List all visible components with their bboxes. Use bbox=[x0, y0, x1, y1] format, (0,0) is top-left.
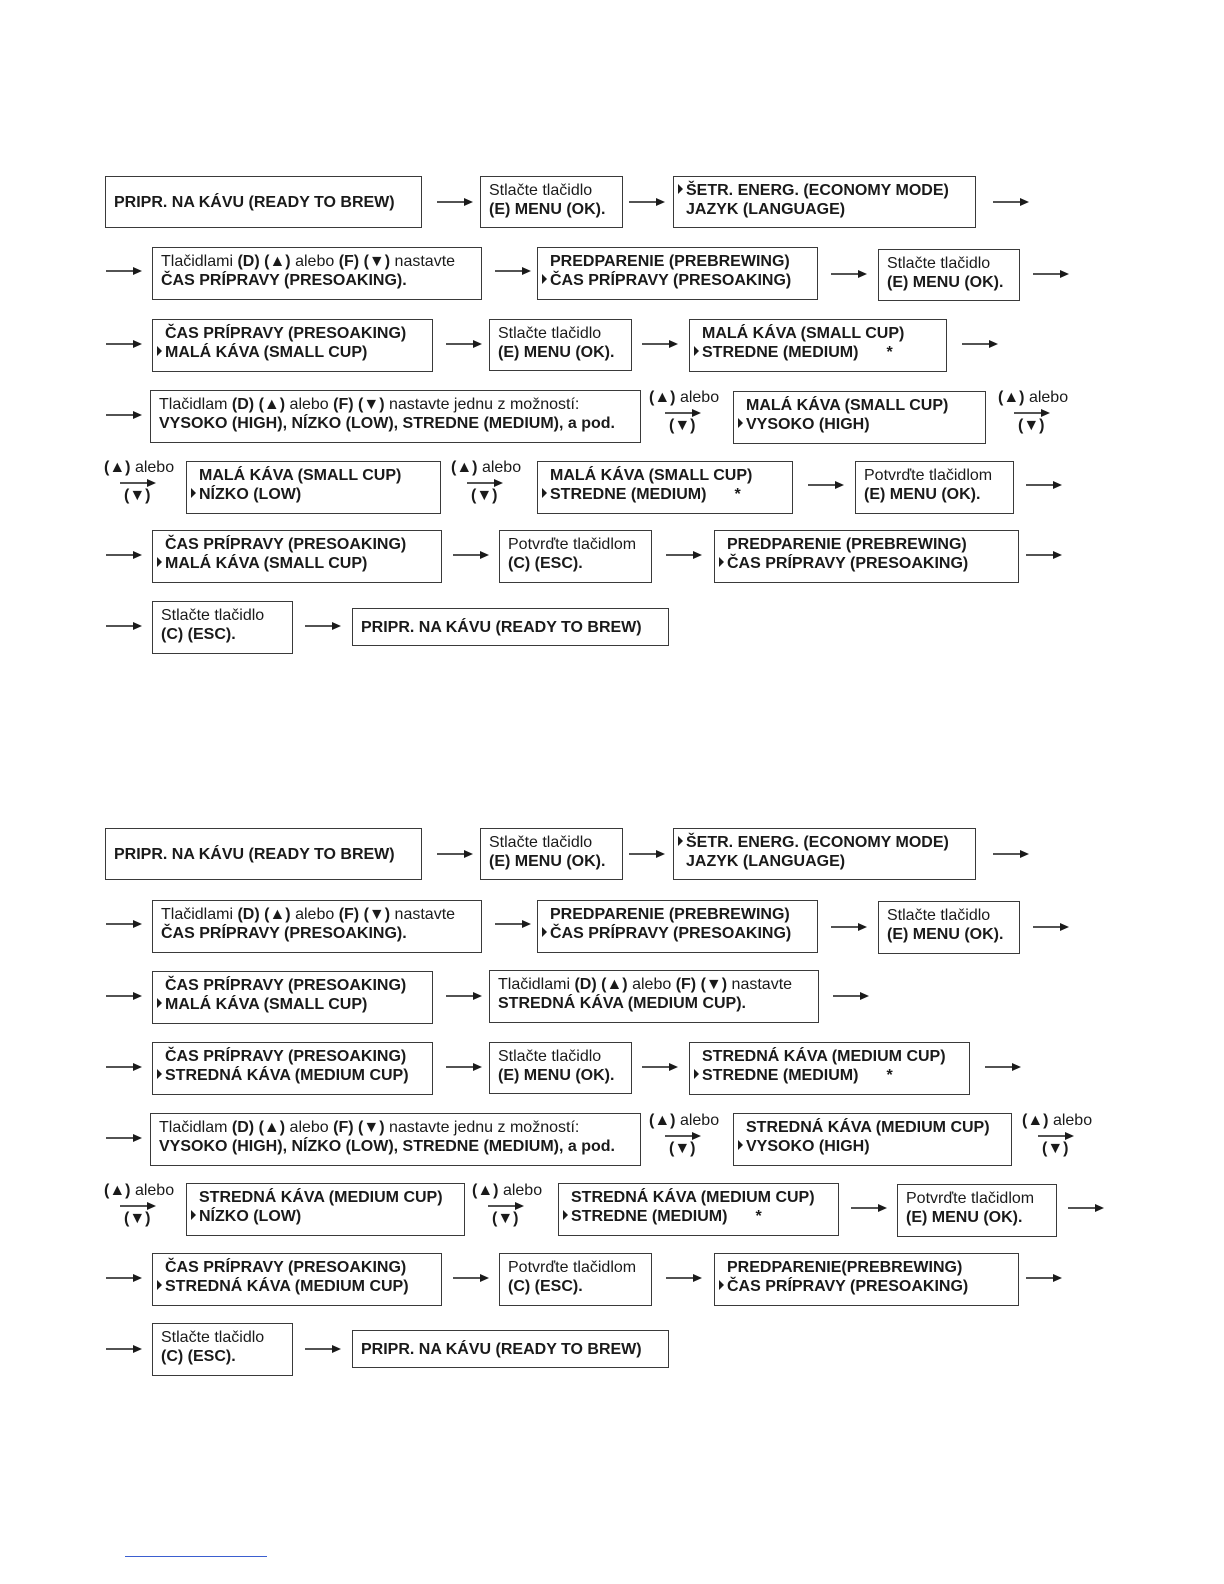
arrow-icon bbox=[831, 921, 867, 933]
arrow-icon bbox=[446, 338, 482, 350]
pointer-icon bbox=[157, 998, 162, 1008]
presoaking-label: ČAS PRÍPRAVY (PRESOAKING). bbox=[161, 272, 407, 289]
language-label: JAZYK (LANGUAGE) bbox=[686, 201, 846, 218]
flow2-confirm-menu-box: Potvrďte tlačidlom (E) MENU (OK). bbox=[897, 1184, 1057, 1237]
flow2-set-mediumcup-box: Tlačidlami (D) (▲) alebo (F) (▼) nastavte STREDNÁ KÁVA (MEDIUM CUP). bbox=[489, 970, 819, 1023]
arrow-icon bbox=[629, 196, 665, 208]
flow2-press-esc-box: Stlačte tlačidlo (C) (ESC). bbox=[152, 1323, 293, 1376]
arrow-icon bbox=[993, 848, 1029, 860]
arrow-icon bbox=[305, 1343, 341, 1355]
arrow-icon bbox=[106, 409, 142, 421]
flow1-press-menu-box-2: Stlačte tlačidlo (E) MENU (OK). bbox=[878, 249, 1020, 301]
arrow-icon bbox=[305, 620, 341, 632]
flow2-set-options-box: Tlačidlam (D) (▲) alebo (F) (▼) nastavte jednu z možností: VYSOKO (HIGH), NÍZKO (LOW), STREDNE (MEDIUM), a pod. bbox=[150, 1113, 641, 1166]
flow2-mediumcup-medium-box-2: STREDNÁ KÁVA (MEDIUM CUP) STREDNE (MEDIUM) * bbox=[558, 1183, 839, 1236]
arrow-icon bbox=[851, 1202, 887, 1214]
flow2-press-menu-box: Stlačte tlačidlo (E) MENU (OK). bbox=[480, 828, 623, 880]
flow2-mediumcup-high-box: STREDNÁ KÁVA (MEDIUM CUP) VYSOKO (HIGH) bbox=[733, 1113, 1012, 1166]
flow2-mediumcup-low-box: STREDNÁ KÁVA (MEDIUM CUP) NÍZKO (LOW) bbox=[186, 1183, 465, 1236]
arrow-icon bbox=[642, 338, 678, 350]
flow1-confirm-esc-box: Potvrďte tlačidlom (C) (ESC). bbox=[499, 530, 652, 583]
arrow-icon bbox=[106, 1343, 142, 1355]
flow1-presoaking-smallcup-box-2: ČAS PRÍPRAVY (PRESOAKING) MALÁ KÁVA (SMALL CUP) bbox=[152, 530, 442, 583]
arrow-icon bbox=[446, 1061, 482, 1073]
up-down-nav: (▲) alebo (▼) bbox=[998, 389, 1069, 434]
arrow-icon bbox=[106, 338, 142, 350]
prebrewing-label: PREDPARENIE (PREBREWING) bbox=[550, 253, 790, 270]
flow2-presoaking-mediumcup-box-2: ČAS PRÍPRAVY (PRESOAKING) STREDNÁ KÁVA (MEDIUM CUP) bbox=[152, 1253, 442, 1306]
pointer-icon bbox=[542, 927, 547, 937]
arrow-icon bbox=[453, 549, 489, 561]
flow1-presoaking-smallcup-box: ČAS PRÍPRAVY (PRESOAKING) MALÁ KÁVA (SMALL CUP) bbox=[152, 319, 433, 372]
arrow-icon bbox=[106, 549, 142, 561]
flow1-ready-box bbox=[105, 176, 422, 228]
menu-ok-label: (E) MENU (OK). bbox=[489, 201, 606, 218]
pointer-icon bbox=[719, 1280, 724, 1290]
pointer-icon bbox=[678, 184, 683, 194]
flow1-economy-box bbox=[673, 176, 976, 228]
arrow-icon bbox=[808, 479, 844, 491]
arrow-icon bbox=[446, 990, 482, 1002]
pointer-icon bbox=[542, 274, 547, 284]
arrow-icon bbox=[106, 990, 142, 1002]
flow1-prebrewing-box: PREDPARENIE (PREBREWING) ČAS PRÍPRAVY (PRESOAKING) bbox=[537, 247, 818, 300]
arrow-icon bbox=[106, 265, 142, 277]
arrow-icon bbox=[666, 549, 702, 561]
flow1-smallcup-low-box: MALÁ KÁVA (SMALL CUP) NÍZKO (LOW) bbox=[186, 461, 441, 514]
flow2-set-presoaking-box: Tlačidlami (D) (▲) alebo (F) (▼) nastavte ČAS PRÍPRAVY (PRESOAKING). bbox=[152, 900, 482, 953]
arrow-icon bbox=[1033, 921, 1069, 933]
flow1-confirm-menu-box: Potvrďte tlačidlom (E) MENU (OK). bbox=[855, 461, 1014, 514]
arrow-icon bbox=[1026, 479, 1062, 491]
flow2-ready-box: PRIPR. NA KÁVU (READY TO BREW) bbox=[105, 828, 422, 880]
up-down-nav: (▲) alebo (▼) bbox=[649, 1112, 720, 1157]
flow1-prebrewing-box-2: PREDPARENIE (PREBREWING) ČAS PRÍPRAVY (PRESOAKING) bbox=[714, 530, 1019, 583]
flow2-economy-box: ŠETR. ENERG. (ECONOMY MODE) JAZYK (LANGUAGE) bbox=[673, 828, 976, 880]
arrow-icon bbox=[106, 620, 142, 632]
pointer-icon bbox=[563, 1210, 568, 1220]
arrow-icon bbox=[993, 196, 1029, 208]
flow2-press-menu-box-2: Stlačte tlačidlo (E) MENU (OK). bbox=[878, 901, 1020, 954]
pointer-icon bbox=[738, 1140, 743, 1150]
arrow-icon bbox=[1068, 1202, 1104, 1214]
economy-label: ŠETR. ENERG. (ECONOMY MODE) bbox=[686, 182, 949, 199]
flow1-press-menu-box-3: Stlačte tlačidlo (E) MENU (OK). bbox=[489, 319, 632, 371]
flow1-smallcup-medium-box: MALÁ KÁVA (SMALL CUP) STREDNE (MEDIUM) * bbox=[689, 319, 947, 372]
arrow-icon bbox=[666, 1272, 702, 1284]
flow2-prebrewing-box-2: PREDPARENIE(PREBREWING) ČAS PRÍPRAVY (PRESOAKING) bbox=[714, 1253, 1019, 1306]
flow1-smallcup-medium-box-2: MALÁ KÁVA (SMALL CUP) STREDNE (MEDIUM) * bbox=[537, 461, 793, 514]
flow1-press-menu-box bbox=[480, 176, 623, 228]
ready-label: PRIPR. NA KÁVU (READY TO BREW) bbox=[114, 193, 395, 211]
up-down-nav: (▲) alebo (▼) bbox=[104, 459, 175, 504]
pointer-icon bbox=[542, 488, 547, 498]
pointer-icon bbox=[157, 1069, 162, 1079]
arrow-icon bbox=[642, 1061, 678, 1073]
flow1-set-presoaking-box: Tlačidlami (D) (▲) alebo (F) (▼) nastavte ČAS PRÍPRAVY (PRESOAKING). bbox=[152, 247, 482, 300]
pointer-icon bbox=[694, 346, 699, 356]
arrow-icon bbox=[106, 918, 142, 930]
footnote-separator bbox=[125, 1556, 267, 1557]
pointer-icon bbox=[738, 418, 743, 428]
arrow-icon bbox=[1026, 549, 1062, 561]
pointer-icon bbox=[191, 488, 196, 498]
pointer-icon bbox=[694, 1069, 699, 1079]
up-down-nav: (▲) alebo (▼) bbox=[451, 459, 522, 504]
arrow-icon bbox=[985, 1061, 1021, 1073]
flow2-presoaking-mediumcup-box: ČAS PRÍPRAVY (PRESOAKING) STREDNÁ KÁVA (MEDIUM CUP) bbox=[152, 1042, 433, 1095]
pointer-icon bbox=[678, 836, 683, 846]
arrow-icon bbox=[437, 196, 473, 208]
up-down-nav: (▲) alebo (▼) bbox=[649, 389, 720, 434]
arrow-icon bbox=[833, 990, 869, 1002]
flow1-press-esc-box: Stlačte tlačidlo (C) (ESC). bbox=[152, 601, 293, 654]
up-down-nav: (▲) alebo (▼) bbox=[472, 1182, 543, 1227]
up-down-nav: (▲) alebo (▼) bbox=[1022, 1112, 1093, 1157]
arrow-icon bbox=[831, 268, 867, 280]
flow2-ready-box-end: PRIPR. NA KÁVU (READY TO BREW) bbox=[352, 1330, 669, 1368]
flow1-smallcup-high-box: MALÁ KÁVA (SMALL CUP) VYSOKO (HIGH) bbox=[733, 391, 986, 444]
flow2-presoaking-smallcup-box: ČAS PRÍPRAVY (PRESOAKING) MALÁ KÁVA (SMALL CUP) bbox=[152, 971, 433, 1024]
arrow-icon bbox=[1033, 268, 1069, 280]
pointer-icon bbox=[191, 1210, 196, 1220]
up-down-nav: (▲) alebo (▼) bbox=[104, 1182, 175, 1227]
pointer-icon bbox=[157, 557, 162, 567]
arrow-icon bbox=[106, 1132, 142, 1144]
pointer-icon bbox=[157, 346, 162, 356]
arrow-icon bbox=[106, 1061, 142, 1073]
arrow-icon bbox=[629, 848, 665, 860]
arrow-icon bbox=[495, 918, 531, 930]
arrow-icon bbox=[106, 1272, 142, 1284]
arrow-icon bbox=[453, 1272, 489, 1284]
pointer-icon bbox=[157, 1280, 162, 1290]
pointer-icon bbox=[719, 557, 724, 567]
flow2-mediumcup-medium-box: STREDNÁ KÁVA (MEDIUM CUP) STREDNE (MEDIUM) * bbox=[689, 1042, 970, 1095]
arrow-icon bbox=[437, 848, 473, 860]
arrow-icon bbox=[962, 338, 998, 350]
flow2-prebrewing-box: PREDPARENIE (PREBREWING) ČAS PRÍPRAVY (PRESOAKING) bbox=[537, 900, 818, 953]
arrow-icon bbox=[1026, 1272, 1062, 1284]
flow2-press-menu-box-3: Stlačte tlačidlo (E) MENU (OK). bbox=[489, 1042, 632, 1094]
flow1-set-options-box: Tlačidlam (D) (▲) alebo (F) (▼) nastavte jednu z možností: VYSOKO (HIGH), NÍZKO (LOW), STREDNE (MEDIUM), a pod. bbox=[150, 390, 641, 443]
arrow-icon bbox=[495, 265, 531, 277]
press-label: Stlačte tlačidlo bbox=[489, 182, 593, 199]
flow1-ready-box-end: PRIPR. NA KÁVU (READY TO BREW) bbox=[352, 608, 669, 646]
flow2-confirm-esc-box: Potvrďte tlačidlom (C) (ESC). bbox=[499, 1253, 652, 1306]
